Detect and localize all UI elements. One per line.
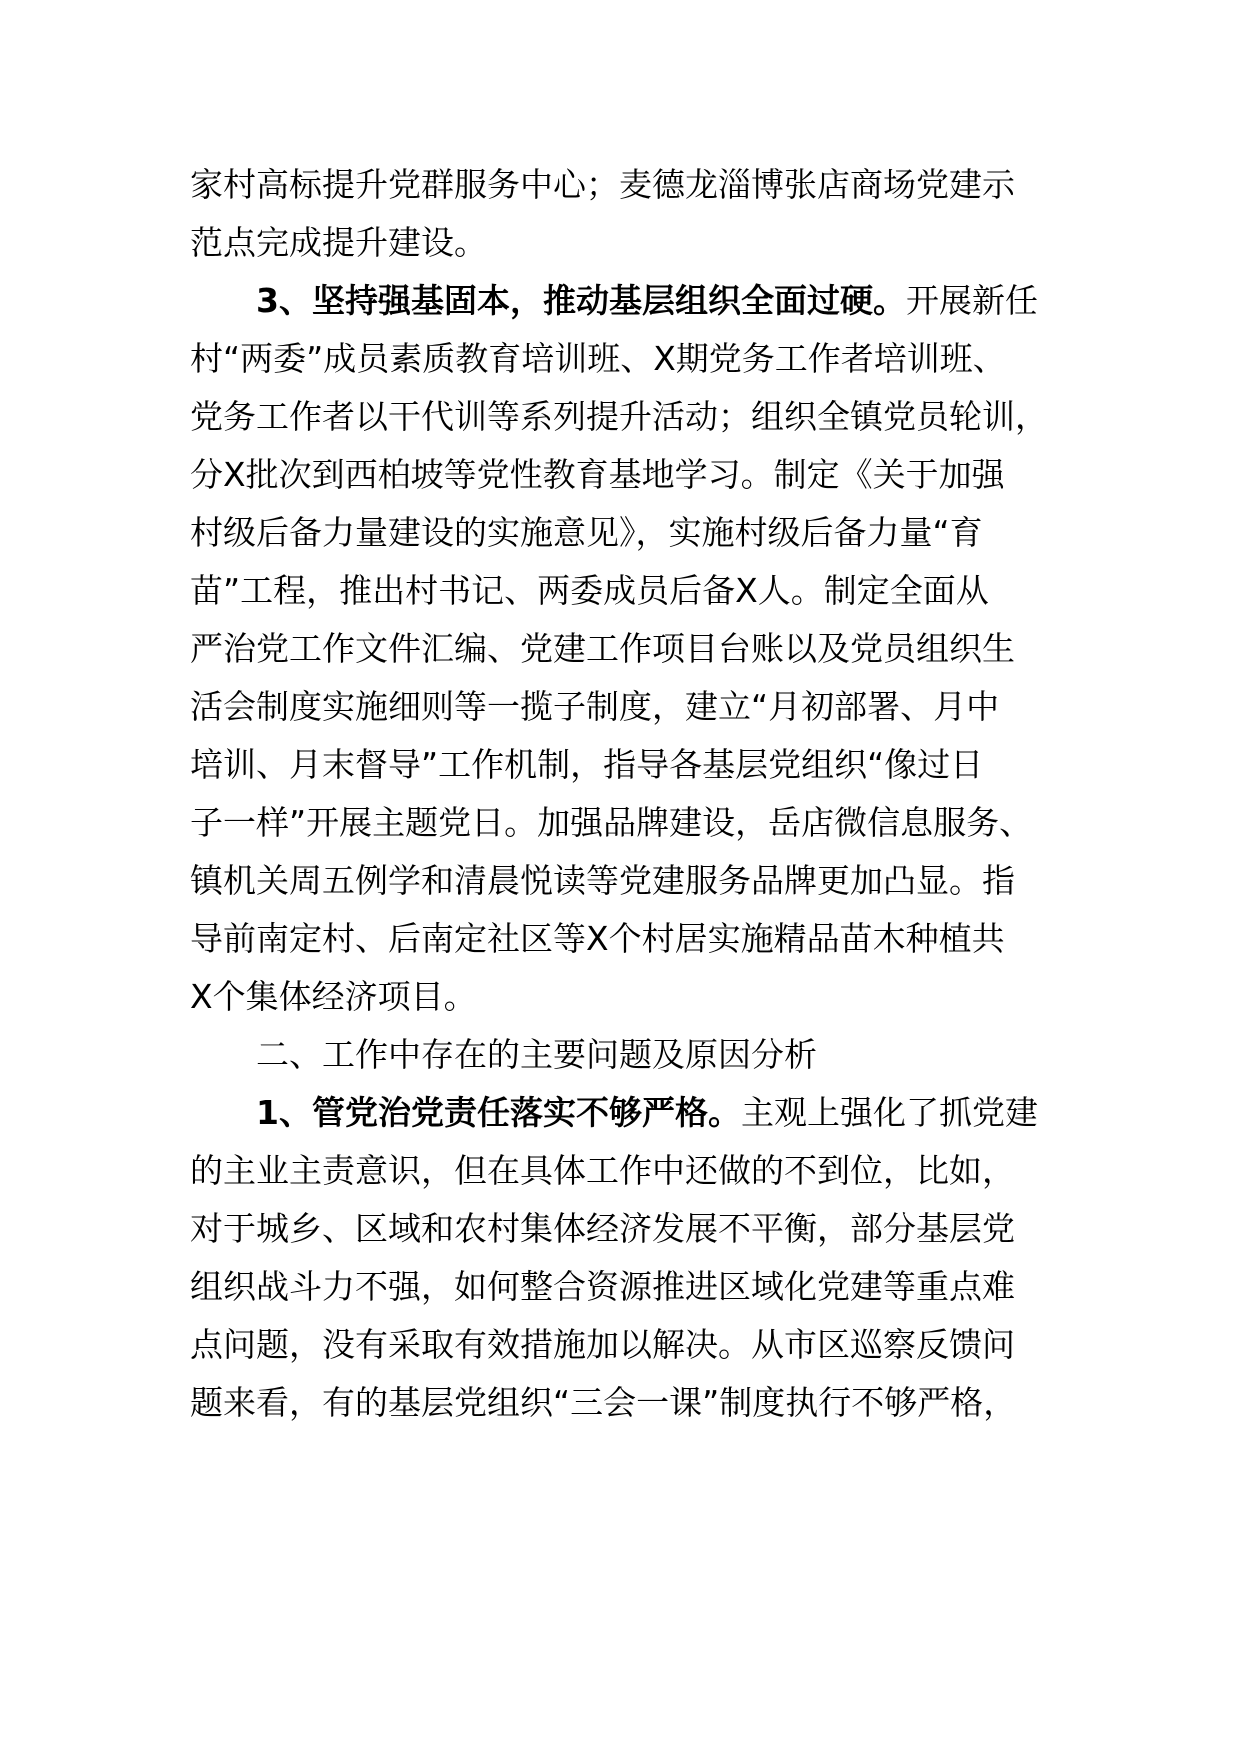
text-line-14: 导前南定村、后南定社区等X个村居实施精品苗木种植共 xyxy=(190,919,1005,958)
text-line-19: 对于城乡、区域和农村集体经济发展不平衡，部分基层党 xyxy=(190,1209,1015,1248)
section-title-2: 二、工作中存在的主要问题及原因分析 xyxy=(256,1035,817,1074)
section-heading-1: 1、管党治党责任落实不够严格。主观上强化了抓党建 xyxy=(256,1093,1038,1132)
text-line-8: 苗”工程，推出村书记、两委成员后备X人。制定全面从 xyxy=(190,571,989,610)
text-line-1: 家村高标提升党群服务中心；麦德龙淄博张店商场党建示 xyxy=(190,165,1015,204)
text-line-15: X个集体经济项目。 xyxy=(190,977,477,1016)
text-line-11: 培训、月末督导”工作机制，指导各基层党组织“像过日 xyxy=(190,745,984,784)
text-line-12: 子一样”开展主题党日。加强品牌建设，岳店微信息服务、 xyxy=(190,803,1033,842)
text-line-20: 组织战斗力不强，如何整合资源推进区域化党建等重点难 xyxy=(190,1267,1015,1306)
text-line-21: 点问题，没有采取有效措施加以解决。从市区巡察反馈问 xyxy=(190,1325,1015,1364)
text-line-22: 题来看，有的基层党组织“三会一课”制度执行不够严格， xyxy=(190,1383,1017,1422)
text-line-7: 村级后备力量建设的实施意见》，实施村级后备力量“育 xyxy=(190,513,983,552)
text-line-9: 严治党工作文件汇编、党建工作项目台账以及党员组织生 xyxy=(190,629,1015,668)
section-heading-3: 3、坚持强基固本，推动基层组织全面过硬。开展新任 xyxy=(256,281,1038,320)
bold-lead: 1、管党治党责任落实不够严格。 xyxy=(256,1093,741,1132)
text-line-2: 范点完成提升建设。 xyxy=(190,223,487,262)
bold-lead: 3、坚持强基固本，推动基层组织全面过硬。 xyxy=(256,281,906,320)
text-line-13: 镇机关周五例学和清晨悦读等党建服务品牌更加凸显。指 xyxy=(190,861,1015,900)
text-line-4: 村“两委”成员素质教育培训班、X期党务工作者培训班、 xyxy=(190,339,1006,378)
text-line-6: 分X批次到西柏坡等党性教育基地学习。制定《关于加强 xyxy=(190,455,1005,494)
text-line-18: 的主业主责意识，但在具体工作中还做的不到位，比如， xyxy=(190,1151,1015,1190)
text-line-10: 活会制度实施细则等一揽子制度，建立“月初部署、月中 xyxy=(190,687,1000,726)
text-line-5: 党务工作者以干代训等系列提升活动；组织全镇党员轮训， xyxy=(190,397,1048,436)
